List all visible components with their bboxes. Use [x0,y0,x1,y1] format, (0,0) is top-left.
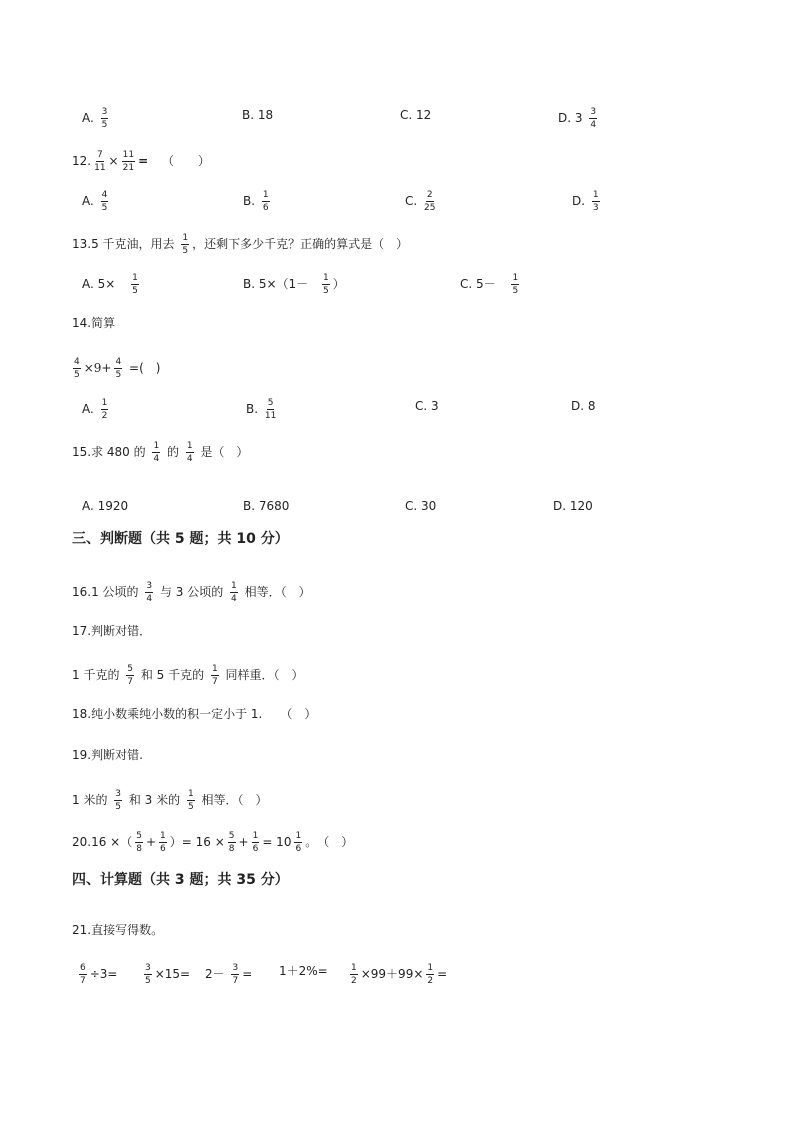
fraction: $\frac{4}{5}$ [101,190,108,213]
q11-option-d: D. 3 $\frac{3}{4}$ [558,107,597,130]
fraction: $\frac{1}{2}$ [351,963,357,986]
fraction: $\frac{3}{5}$ [115,789,122,812]
q13-option-b: B. 5×（1－ $\frac{1}{5}$ ） [243,273,345,296]
question-17-title: 17.判断对错． [72,624,152,638]
question-18: 18.纯小数乘纯小数的积一定小于 1. （ ） [72,707,317,721]
fraction: $\frac{1}{3}$ [592,190,599,213]
question-12: 12. $\frac{7}{11}$ × $\frac{11}{21}$ = （ ） [72,150,210,173]
q14-option-c: C. 3 [415,399,439,413]
question-14-expression: $\frac{4}{5}$ ×9+ $\frac{4}{5}$ =( ) [74,357,161,380]
fraction: $\frac{1}{5}$ [512,273,519,296]
fraction: $\frac{1}{5}$ [182,233,189,256]
q21-expression-1: $\frac{6}{7}$ ÷3= [80,963,118,986]
fraction: $\frac{1}{4}$ [153,441,160,464]
question-21-title: 21.直接写得数。 [72,923,164,937]
fraction: $\frac{5}{8}$ [136,831,142,854]
question-14-title: 14.简算 [72,316,116,330]
fraction: $\frac{1}{6}$ [252,831,259,854]
q14-option-d: D. 8 [571,399,596,413]
question-19-title: 19.判断对错. [72,748,143,762]
fraction: $\frac{5}{11}$ [264,398,277,421]
fraction: $\frac{4}{5}$ [74,357,80,380]
fraction: $\frac{5}{8}$ [228,831,235,854]
fraction: $\frac{1}{2}$ [427,963,434,986]
q11-option-c: C. 12 [400,108,432,122]
question-13: 13.5 千克油，用去 $\frac{1}{5}$ ，还剩下多少千克？正确的算式是（ ） [72,233,409,256]
q21-expression-3: 2－ $\frac{3}{7}$ = [205,963,253,986]
fraction: $\frac{1}{5}$ [323,273,329,296]
fraction: $\frac{11}{21}$ [122,150,135,173]
q15-option-a: A. 1920 [82,499,129,513]
q21-expression-2: $\frac{3}{5}$ ×15= [145,963,191,986]
q12-option-a: A. $\frac{4}{5}$ [82,190,108,213]
fraction: $\frac{4}{5}$ [115,357,122,380]
q15-option-c: C. 30 [405,499,437,513]
q21-expression-5: $\frac{1}{2}$ ×99＋99× $\frac{1}{2}$ = [351,963,448,986]
fraction: $\frac{3}{4}$ [590,107,597,130]
q13-option-a: A. 5× $\frac{1}{5}$ [82,273,138,296]
q14-option-b: B. $\frac{5}{11}$ [246,398,277,421]
fraction: $\frac{3}{7}$ [232,963,239,986]
fraction: $\frac{3}{4}$ [146,581,153,604]
q12-option-b: B. $\frac{1}{6}$ [243,190,269,213]
fraction: $\frac{1}{2}$ [101,398,108,421]
fraction: $\frac{6}{7}$ [80,963,86,986]
fraction: $\frac{7}{11}$ [94,150,106,173]
section-heading-calculation: 四、计算题（共 3 题；共 35 分） [72,872,289,888]
question-20: 20.16 ×（ $\frac{5}{8}$ + $\frac{1}{6}$ ）= 16 × $\frac{5}{8}$ + $\frac{1}{6}$ = 10 $\frac{1}{6}$ 。 （ ） [72,831,354,854]
fraction: $\frac{3}{5}$ [101,107,108,130]
q12-option-c: C. $\frac{2}{25}$ [405,190,436,213]
q21-expression-4: 1＋2%= [279,964,328,978]
q14-option-a: A. $\frac{1}{2}$ [82,398,108,421]
fraction: $\frac{2}{25}$ [424,190,436,213]
question-15: 15.求 480 的 $\frac{1}{4}$ 的 $\frac{1}{4}$ 是（ ） [72,441,249,464]
question-17-statement: 1 千克的 $\frac{5}{7}$ 和 5 千克的 $\frac{1}{7}$ 同样重．（ ） [72,664,304,687]
fraction: $\frac{1}{4}$ [186,441,193,464]
fraction: $\frac{1}{4}$ [231,581,237,604]
fraction: $\frac{5}{7}$ [127,664,134,687]
fraction: $\frac{1}{6}$ [295,831,302,854]
q15-option-b: B. 7680 [243,499,290,513]
q12-option-d: D. $\frac{1}{3}$ [572,190,599,213]
q15-option-d: D. 120 [553,499,593,513]
fraction: $\frac{1}{5}$ [187,789,194,812]
question-19-statement: 1 米的 $\frac{3}{5}$ 和 3 米的 $\frac{1}{5}$ 相等．（ ） [72,789,268,812]
fraction: $\frac{3}{5}$ [145,963,151,986]
q11-option-b: B. 18 [242,108,274,122]
question-16: 16.1 公顷的 $\frac{3}{4}$ 与 3 公顷的 $\frac{1}{4}$ 相等．（ ） [72,581,311,604]
q13-option-c: C. 5－ $\frac{1}{5}$ [460,273,519,296]
section-heading-judgment: 三、判断题（共 5 题；共 10 分） [72,531,289,547]
q11-option-a: A. $\frac{3}{5}$ [82,107,108,130]
fraction: $\frac{1}{6}$ [160,831,166,854]
fraction: $\frac{1}{7}$ [211,664,218,687]
fraction: $\frac{1}{5}$ [132,273,138,296]
fraction: $\frac{1}{6}$ [262,190,269,213]
